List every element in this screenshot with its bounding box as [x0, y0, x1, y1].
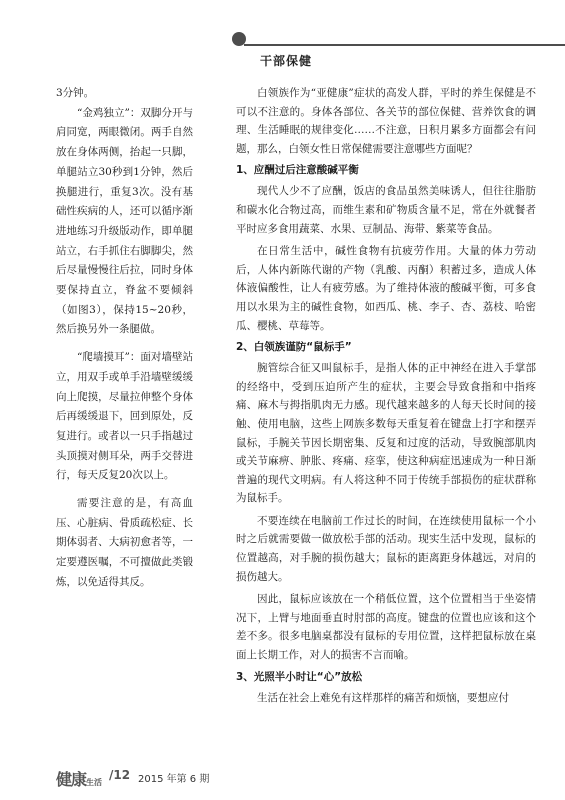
section-heading: 2、白领族谨防“鼠标手” — [236, 341, 352, 354]
header-rule — [244, 44, 565, 46]
page-number: /12 — [109, 768, 131, 782]
paragraph: 不要连续在电脑前工作过长的时间，在连续使用鼠标一个小时之后就需要做一做放松手部的活动。现实生活中发现，鼠标的位置越高，对手腕的损伤越大；鼠标的距离距身体越远，对肩的损伤越大。 — [236, 514, 536, 583]
paragraph: 腕管综合征又叫鼠标手，是指人体的正中神经在进入手掌部的经络中，受到压迫所产生的症状，主要会导致食指和中指疼痛、麻木与拇指肌肉无力感。现代越来越多的人每天长时间的接触、使用电脑，这些上网族多数每天重复着在键盘上打字和摆弄鼠标，手腕关节因长期密集、反复和过度的活动，导致腕部肌肉或关节麻痹、肿胀、疼痛、痉挛，使这种病症迅速成为一种日渐普遍的现代文明病。有人将这种不同于传统手部损伤的症状群称为鼠标手。 — [236, 362, 536, 505]
paragraph: “爬墙摸耳”：面对墙壁站立，用双手或单手沿墙壁缓缓向上爬摸，尽量拉伸整个身体后再缓缓退下，回到原处，反复进行。或者以一只手指越过头顶摸对侧耳朵，两手交替进行，每天反复20次以上。 — [56, 351, 193, 482]
section-title: 干部保健 — [260, 54, 313, 68]
magazine-logo-text: 健康 — [56, 770, 87, 789]
section-heading: 3、光照半小时让“心”放松 — [236, 670, 363, 683]
section-heading: 1、应酬过后注意酸碱平衡 — [236, 164, 359, 177]
paragraph: 现代人少不了应酬，饭店的食品虽然美味诱人，但往往脂肪和碳水化合物过高，而维生素和矿物质含量不足，常在外就餐者平时应多食用蔬菜、水果、豆制品、海带、紫菜等食品。 — [236, 185, 536, 235]
magazine-logo-sub: 生活 — [86, 778, 103, 787]
issue-label: 2015 年第 6 期 — [138, 774, 210, 785]
intro-paragraph: 白领族作为“亚健康”症状的高发人群，平时的养生保健是不可以不注意的。身体各部位、各关节的部位保健、营养饮食的调理、生活睡眠的规律变化……不注意，日积月累多方面都会有问题，那么，白领女性日常保健需要注意哪些方面呢？ — [236, 87, 536, 155]
paragraph: 因此，鼠标应该放在一个稍低位置，这个位置相当于坐姿情况下，上臂与地面垂直时肘部的高度。键盘的位置也应该和这个差不多。很多电脑桌都没有鼠标的专用位置，这样把鼠标放在桌面上长期工作，对人的损害不言而喻。 — [236, 593, 536, 662]
paragraph: 生活在社会上难免有这样那样的痛苦和烦恼，要想应付 — [257, 691, 509, 704]
paragraph: 在日常生活中，碱性食物有抗疲劳作用。大量的体力劳动后，人体内新陈代谢的产物（乳酸、丙酮）积蓄过多，造成人体体液偏酸性，让人有疲劳感。为了维持体液的酸碱平衡，可多食用以水果为主的碱性食物，如西瓜、桃、李子、杏、荔枝、哈密瓜、樱桃、草莓等。 — [236, 245, 536, 332]
right-column — [236, 84, 536, 711]
paragraph: 需要注意的是，有高血压、心脏病、骨质疏松症、长期体弱者、大病初愈者等，一定要遵医嘱，不可擅做此类锻炼，以免适得其反。 — [56, 497, 193, 588]
left-column — [56, 84, 193, 593]
paragraph: “金鸡独立”：双脚分开与肩同宽，两眼微闭。两手自然放在身体两侧，抬起一只脚，单腿站立30秒到1分钟，然后换腿进行，重复3次。没有基础性疾病的人，还可以循序渐进地练习升级版动作，即单腿站立，右手抓住右脚脚尖，然后尽量慢慢往后拉，同时身体要保持直立，脊盆不要倾斜（如图3），保持15~20秒，然后换另外一条腿做。 — [56, 106, 193, 336]
paragraph: 3分钟。 — [56, 87, 95, 99]
magazine-logo — [56, 767, 102, 790]
